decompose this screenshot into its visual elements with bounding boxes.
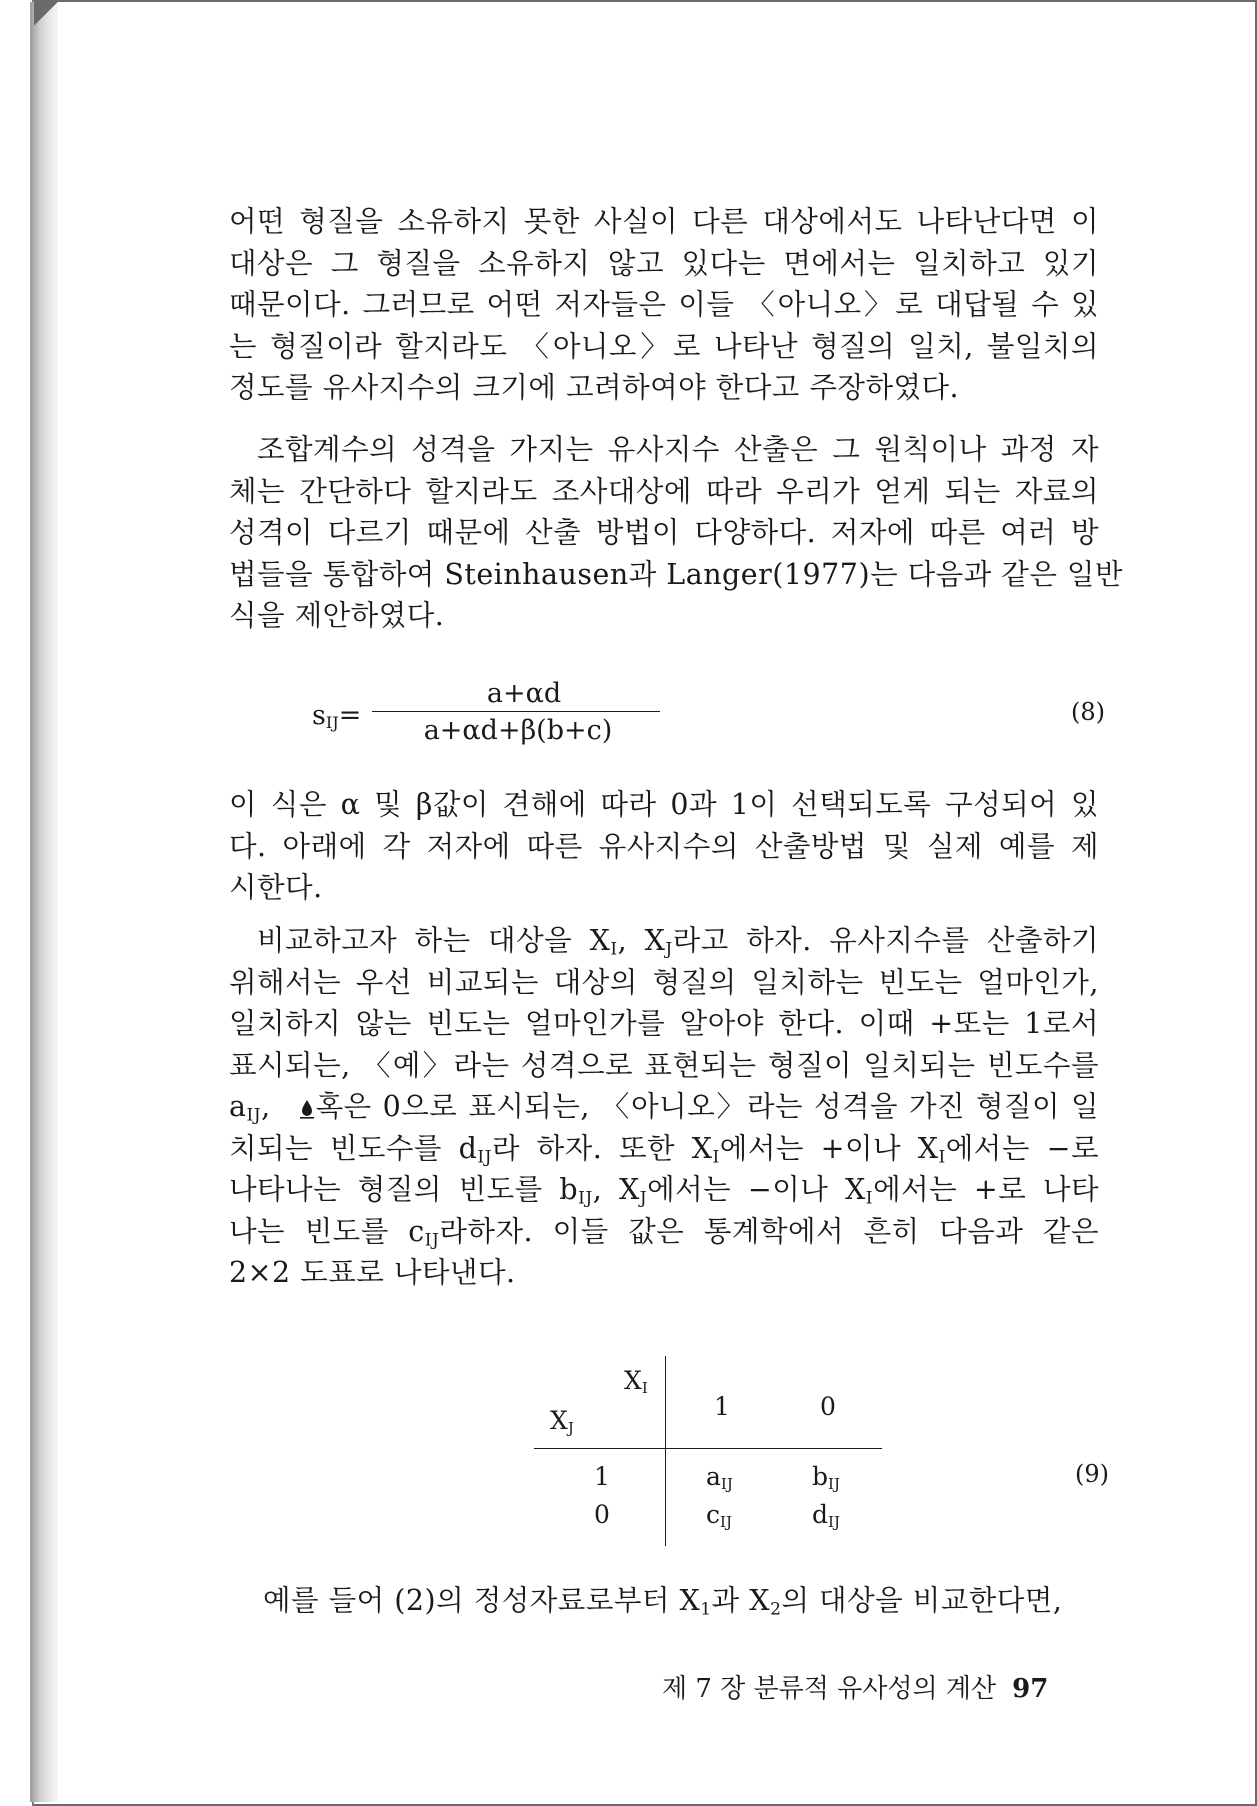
paragraph-2	[229, 429, 1123, 637]
table-horizontal-rule	[534, 1448, 882, 1449]
text-line: 일치하지 않는 빈도는 얼마인가를 알아야 한다. 이때 +또는 1로서	[229, 1007, 1099, 1040]
text-line: 정도를 유사지수의 크기에 고려하여야 한다고 주장하였다.	[229, 371, 960, 404]
chapter-title: 제 7 장 분류적 유사성의 계산	[662, 1674, 997, 1704]
page-number: 97	[1012, 1674, 1049, 1704]
text-line: 식을 제안하였다.	[229, 599, 445, 632]
text-line: 체는 간단하다 할지라도 조사대상에 따라 우리가 얻게 되는 자료의	[229, 474, 1099, 508]
paragraph-1	[229, 201, 1099, 409]
book-spine	[30, 2, 58, 1802]
book-spine-edge	[0, 0, 34, 1806]
table-cell: $c_{IJ}$	[706, 1500, 732, 1531]
equation-number-8: (8)	[1071, 698, 1105, 726]
text-line: 때문이다. 그러므로 어떤 저자들은 이들 〈아니오〉로 대답될 수 있	[229, 288, 1099, 321]
row-header: 0	[594, 1500, 610, 1529]
ink-drop-icon	[300, 1099, 314, 1119]
column-variable-label: $X_I$	[624, 1366, 648, 1397]
text-line: $a_{IJ}$, 혹은 0으로 표시되는, 〈아니오〉라는 성격을 가진 형질이 일	[229, 1090, 1099, 1126]
formula-denominator: a+αd+β(b+c)	[423, 715, 613, 746]
formula-8	[312, 678, 1112, 748]
text-line: 치되는 빈도수를 $d_{IJ}$라 하자. 또한 $X_I$에서는 +이나 $X_I$에서는 −로	[229, 1131, 1099, 1167]
text-line: 나타나는 형질의 빈도를 $b_{IJ}$, $X_J$에서는 −이나 $X_I$에서는 +로 나타	[229, 1173, 1099, 1209]
text-line: 성격이 다르기 때문에 산출 방법이 다양하다. 저자에 따른 여러 방	[229, 516, 1099, 549]
column-header: 0	[820, 1392, 836, 1421]
text-line: 조합계수의 성격을 가지는 유사지수 산출은 그 원칙이나 과정 자	[257, 433, 1099, 466]
table-cell: $a_{IJ}$	[706, 1462, 733, 1493]
text-line: 대상은 그 형질을 소유하지 않고 있다는 면에서는 일치하고 있기	[229, 246, 1099, 280]
paragraph-3	[229, 784, 1099, 909]
formula-lhs: $s_{IJ}=$	[312, 700, 362, 733]
text-line: 어떤 형질을 소유하지 못한 사실이 다른 대상에서도 나타난다면 이	[229, 205, 1099, 238]
fraction-bar	[372, 711, 660, 712]
equation-number-9: (9)	[1075, 1460, 1109, 1488]
text-line: 예를 들어 (2)의 정성자료로부터 $X_1$과 $X_2$의 대상을 비교한다면,	[263, 1584, 1063, 1620]
text-line: 나는 빈도를 $c_{IJ}$라하자. 이들 값은 통계학에서 흔히 다음과 같은	[229, 1214, 1099, 1250]
text-line: 위해서는 우선 비교되는 대상의 형질의 일치하는 빈도는 얼마인가,	[229, 965, 1099, 999]
page-corner	[34, 2, 58, 26]
paragraph-4	[229, 920, 1099, 1294]
table-vertical-rule	[665, 1356, 666, 1546]
text-line: 시한다.	[229, 871, 323, 904]
paragraph-5	[229, 1580, 1099, 1622]
formula-numerator: a+αd	[486, 678, 562, 709]
row-header: 1	[594, 1462, 610, 1491]
text-line: 이 식은 α 및 β값이 견해에 따라 0과 1이 선택되도록 구성되어 있	[229, 788, 1099, 821]
page-footer	[662, 1668, 1082, 1705]
text-line: 표시되는, 〈예〉라는 성격으로 표현되는 형질이 일치되는 빈도수를	[229, 1048, 1099, 1082]
text-line: 는 형질이라 할지라도 〈아니오〉로 나타난 형질의 일치, 불일치의	[229, 329, 1099, 363]
contingency-table-9	[530, 1356, 890, 1546]
text-line: 비교하고자 하는 대상을 $X_I$, $X_J$라고 하자. 유사지수를 산출하기	[257, 924, 1099, 960]
text-line: 2×2 도표로 나타낸다.	[229, 1256, 516, 1289]
column-header: 1	[714, 1392, 730, 1421]
text-line: 다. 아래에 각 저자에 따른 유사지수의 산출방법 및 실제 예를 제	[229, 829, 1099, 863]
text-line: 법들을 통합하여 Steinhausen과 Langer(1977)는 다음과 같은 일반	[229, 557, 1123, 591]
table-cell: $b_{IJ}$	[812, 1462, 840, 1493]
row-variable-label: $X_J$	[550, 1406, 574, 1437]
table-cell: $d_{IJ}$	[812, 1500, 840, 1531]
